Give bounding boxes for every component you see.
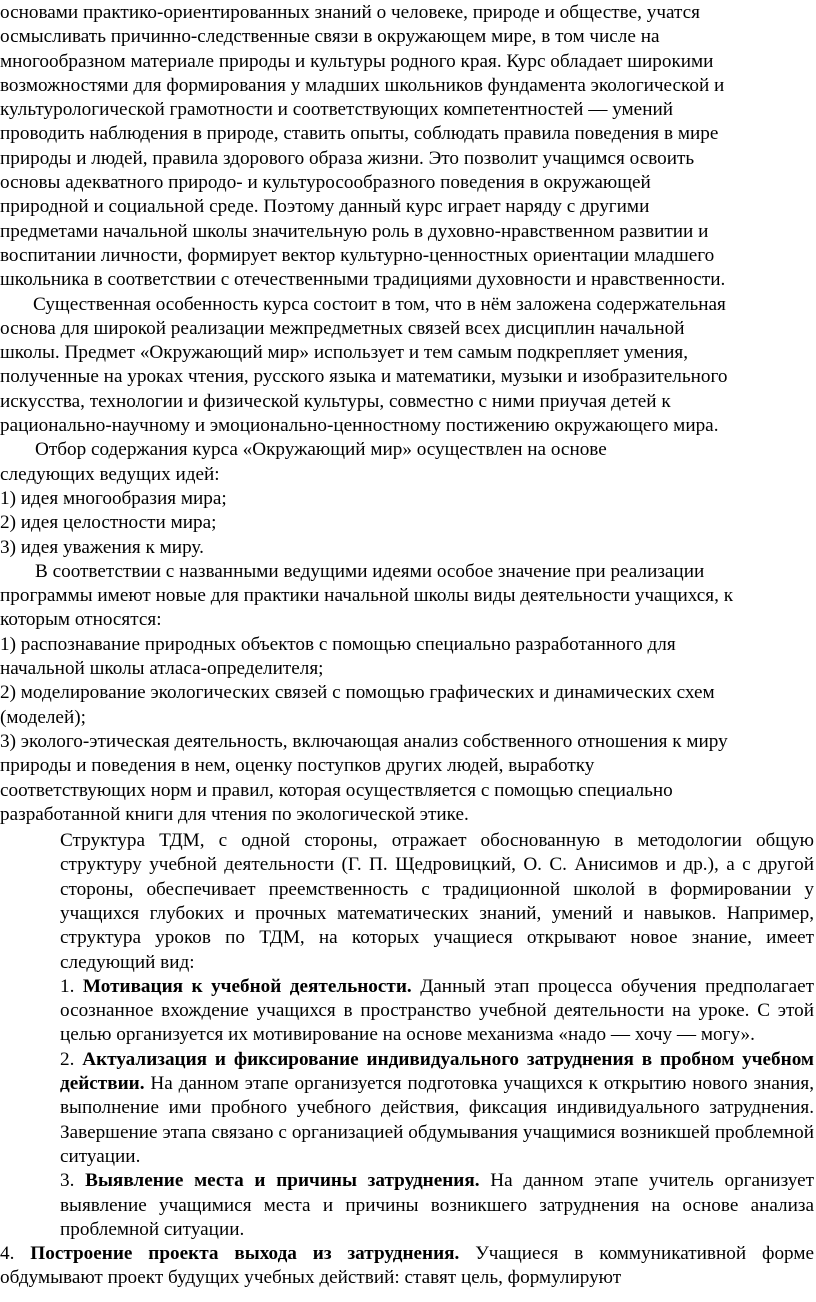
paragraph-tdm-structure: Структура ТДМ, с одной стороны, отражает обоснованную в методологии общую структуру учебной деятельности (Г. П. Щедровицкий, О. С. Анисимов и др.), а с другой стороны, обеспечивает преемственность с традиционной школой в формировании у учащихся глубоких и прочных математических знаний, умений и навыков. Например, структура уроков по ТДМ, на которых учащиеся открывают новое знание, имеет следующий вид: xyxy=(60,830,814,973)
text-line: воспитании личности, формирует вектор культурно-ценностных ориентации младшего xyxy=(0,244,715,266)
text-line: природы и людей, правила здорового образа жизни. Это позволит учащимся освоить xyxy=(0,147,695,169)
paragraph-course-feature xyxy=(0,293,814,439)
stage-text: На данном этапе организуется подготовка учащихся к открытию нового знания, выполнение ими пробного учебного действия, фиксация индивидуального затруднения. Завершение этапа связано с организацией обдумывания учащимися возникшей проблемной ситуации. xyxy=(60,1073,815,1167)
stage-number: 1. xyxy=(60,975,75,997)
stage-number: 2. xyxy=(60,1048,75,1070)
stage-number: 4. xyxy=(0,1243,15,1265)
paragraph-content-selection xyxy=(0,438,814,487)
text-line: многообразном материале природы и культуры родного края. Курс обладает широкими xyxy=(0,50,714,72)
text-line: предметами начальной школы значительную роль в духовно-нравственном развитии и xyxy=(0,220,709,242)
text-line: культурологической грамотности и соответствующих компетентностей — умений xyxy=(0,99,674,121)
text-line: Существенная особенность курса состоит в том, что в нём заложена содержательная xyxy=(33,293,726,315)
list-item: 1) идея многообразия мира; xyxy=(0,487,227,509)
list-item: разработанной книги для чтения по экологической этике. xyxy=(0,803,469,825)
text-line: которым относятся: xyxy=(0,609,162,631)
list-item: природы и поведения в нем, оценку поступков других людей, выработку xyxy=(0,755,595,777)
text-line: школы. Предмет «Окружающий мир» использует и тем самым подкрепляет умения, xyxy=(0,342,689,364)
paragraph-course-description xyxy=(0,1,814,293)
stage-1 xyxy=(0,975,814,1048)
stage-3 xyxy=(0,1169,814,1242)
text-line: искусства, технологии и физической культуры, совместно с ними приучая детей к xyxy=(0,390,671,412)
text-line: проводить наблюдения в природе, ставить опыты, соблюдать правила поведения в мире xyxy=(0,123,719,145)
text-line: полученные на уроках чтения, русского языка и математики, музыки и изобразительного xyxy=(0,366,728,388)
list-item: 3) эколого-этическая деятельность, включающая анализ собственного отношения к миру xyxy=(0,730,728,752)
text-line: Отбор содержания курса «Окружающий мир» осуществлен на основе xyxy=(35,439,607,461)
stage-2 xyxy=(0,1048,814,1169)
list-item: 2) моделирование экологических связей с помощью графических и динамических схем xyxy=(0,682,715,704)
stage-title: Мотивация к учебной деятельности. xyxy=(82,975,412,997)
activities-list xyxy=(0,633,814,827)
stage-text: Данный этап процесса обучения предполагает осознанное вхождение учащихся в пространство учебной деятельности на уроке. С этой целью организуется их мотивирование на основе механизма «надо — хочу — могу». xyxy=(60,975,815,1046)
text-line: основами практико-ориентированных знаний о человеке, природе и обществе, учатся xyxy=(0,2,700,23)
stage-number: 3. xyxy=(60,1170,75,1192)
text-line: программы имеют новые для практики начальной школы виды деятельности учащихся, к xyxy=(0,585,734,607)
text-line: В соответствии с названными ведущими идеями особое значение при реализации xyxy=(35,560,705,582)
text-line: школьника в соответствии с отечественными традициями духовности и нравственности. xyxy=(0,269,726,291)
list-item: 3) идея уважения к миру. xyxy=(0,536,204,558)
list-item: (моделей); xyxy=(0,706,86,728)
paragraph-activities-intro xyxy=(0,560,814,633)
text-line: осмысливать причинно-следственные связи в окружающем мире, в том числе на xyxy=(0,26,660,48)
stage-4 xyxy=(0,1242,814,1291)
stage-text: На данном этапе учитель организует выявление учащимися места и причины возникшего затруднения на основе анализа проблемной ситуации. xyxy=(60,1170,815,1240)
list-item: соответствующих норм и правил, которая осуществляется с помощью специально xyxy=(0,779,673,801)
stage-text: Учащиеся в коммуникативной форме обдумывают проект будущих учебных действий: ставят цель, формулируют xyxy=(0,1243,814,1289)
stage-title: Актуализация и фиксирование индивидуального затруднения в пробном учебном действии. xyxy=(60,1048,814,1095)
text-line: рационально-научному и эмоционально-ценностному постижению окружающего мира. xyxy=(0,415,719,437)
list-item: начальной школы атласа-определителя; xyxy=(0,658,324,680)
text-line: природной и социальной среде. Поэтому данный курс играет наряду с другими xyxy=(0,196,650,218)
text-line: следующих ведущих идей: xyxy=(0,463,220,485)
text-line: возможностями для формирования у младших школьников фундамента экологической и xyxy=(0,74,725,96)
list-item: 2) идея целостности мира; xyxy=(0,512,217,534)
text-line: основа для широкой реализации межпредметных связей всех дисциплин начальной xyxy=(0,317,685,339)
text-line: основы адекватного природо- и культуросообразного поведения в окружающей xyxy=(0,172,651,194)
list-item: 1) распознавание природных объектов с помощью специально разработанного для xyxy=(0,633,676,655)
stage-title: Выявление места и причины затруднения. xyxy=(85,1170,480,1192)
stage-title: Построение проекта выхода из затруднения. xyxy=(30,1243,460,1265)
ideas-list xyxy=(0,487,814,560)
